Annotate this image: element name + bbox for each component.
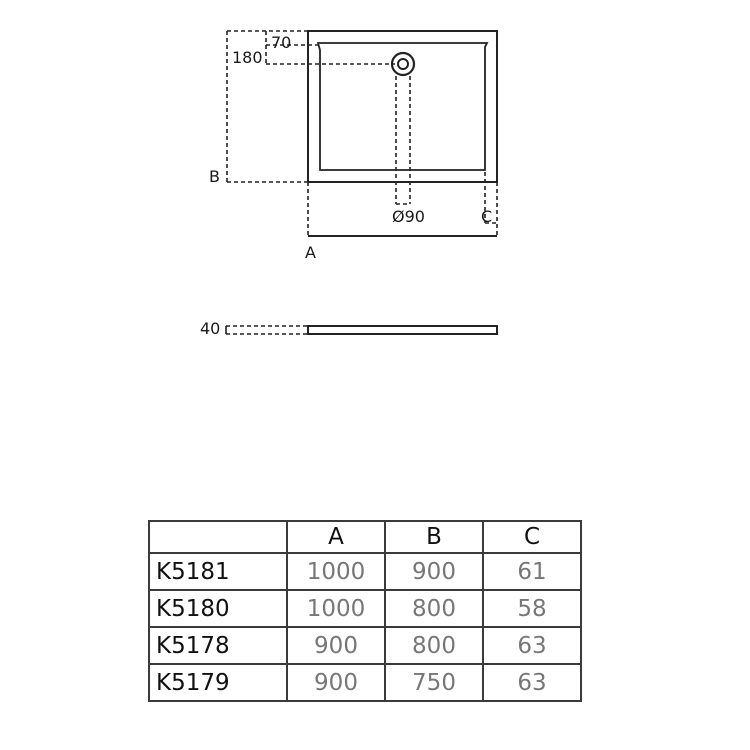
drain-icon <box>392 53 414 75</box>
table-row <box>149 627 581 664</box>
value-b: 800 <box>385 590 483 627</box>
model-code: K5178 <box>149 627 287 664</box>
header-c: C <box>483 521 581 553</box>
header-b: B <box>385 521 483 553</box>
value-a: 1000 <box>287 553 385 590</box>
value-a: 1000 <box>287 590 385 627</box>
header-corner <box>149 521 287 553</box>
value-c: 61 <box>483 553 581 590</box>
label-180: 180 <box>232 48 263 67</box>
plan-view <box>227 31 497 236</box>
value-c: 63 <box>483 627 581 664</box>
label-diameter: Ø90 <box>392 207 425 226</box>
table-header-row <box>149 521 581 553</box>
value-b: 900 <box>385 553 483 590</box>
value-a: 900 <box>287 664 385 701</box>
value-a: 900 <box>287 627 385 664</box>
value-c: 58 <box>483 590 581 627</box>
header-a: A <box>287 521 385 553</box>
model-code: K5180 <box>149 590 287 627</box>
value-b: 750 <box>385 664 483 701</box>
dimension-table <box>148 520 582 702</box>
table-row <box>149 590 581 627</box>
label-40: 40 <box>200 319 221 338</box>
value-c: 63 <box>483 664 581 701</box>
tray-inner-basin <box>318 43 487 170</box>
dimension-lines <box>227 31 497 236</box>
table-row <box>149 664 581 701</box>
model-code: K5181 <box>149 553 287 590</box>
table-row <box>149 553 581 590</box>
label-70: 70 <box>271 33 292 52</box>
label-c: C <box>481 207 493 226</box>
label-a: A <box>305 243 316 262</box>
label-b: B <box>209 167 220 186</box>
side-view <box>200 319 497 338</box>
tray-profile <box>308 326 497 334</box>
model-code: K5179 <box>149 664 287 701</box>
value-b: 800 <box>385 627 483 664</box>
